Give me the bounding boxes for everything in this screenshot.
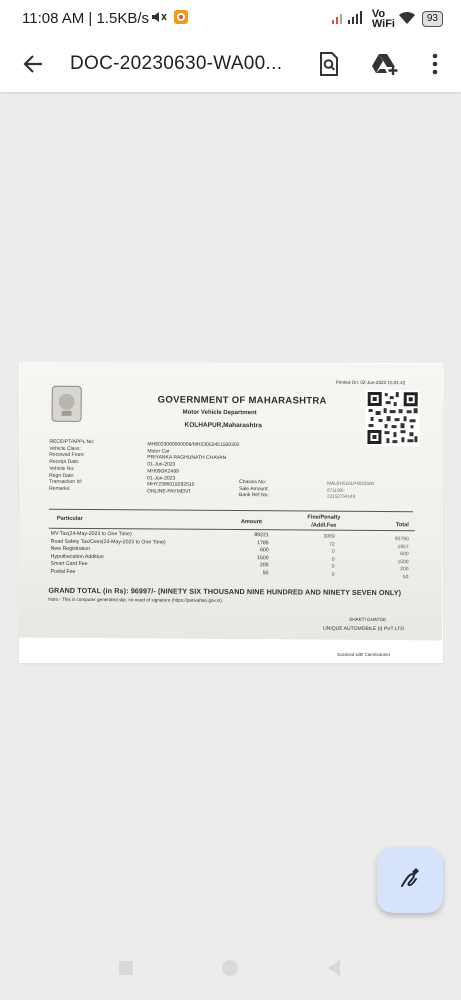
edit-pen-icon	[398, 866, 422, 895]
home-circle-icon	[221, 959, 239, 982]
field-value: PRIYANKA RAGHUNATH CHAVAN	[147, 454, 227, 462]
document-page[interactable]	[19, 363, 443, 663]
nav-back-button[interactable]	[322, 958, 346, 982]
receipt-field-labels	[49, 439, 94, 493]
signal-icon	[332, 11, 366, 28]
add-to-drive-icon	[371, 52, 399, 81]
app-notification-icon	[173, 9, 189, 29]
table-cell: 0	[331, 564, 335, 571]
field-label: Transaction Id:	[49, 478, 83, 486]
table-cell: 1785	[257, 539, 269, 546]
field-value: 01-Jun-2023	[147, 474, 176, 482]
table-cell: 0	[331, 571, 335, 578]
table-cell: Hypothecation Addition	[50, 553, 104, 560]
status-time: 11:08 AM | 1.5KB/s	[22, 10, 150, 27]
scanned-receipt	[18, 362, 444, 641]
header-fine: Fine/Penalty /Addl.Fee	[307, 514, 341, 529]
field-value: MALBH510LP4023500	[327, 480, 375, 486]
recents-button[interactable]	[114, 958, 138, 982]
government-seal-icon	[52, 386, 82, 422]
field-label: Vehicle No:	[49, 465, 75, 472]
battery-indicator: 93	[422, 11, 443, 27]
government-title: GOVERNMENT OF MAHARASHTRA	[157, 394, 327, 407]
department-name: Motor Vehicle Department	[182, 409, 257, 417]
vowifi-label: Vo WiFi	[371, 8, 395, 30]
wifi-icon	[398, 11, 416, 28]
field-label: Received From:	[49, 452, 85, 459]
field-value: 01-Jun-2023	[147, 461, 176, 468]
qr-code	[365, 390, 419, 446]
office-city: KOLHAPUR,Maharashtra	[184, 421, 262, 430]
status-icons-right	[332, 9, 443, 29]
field-value: MHY2306019282515	[147, 481, 195, 488]
table-cell: 1500	[257, 554, 269, 562]
signer-name: SHAKTI GHATGE	[349, 616, 387, 623]
mute-speaker-icon	[151, 10, 167, 28]
home-button[interactable]	[218, 958, 242, 982]
field-label: RECEIPT/APPL No:	[49, 438, 95, 446]
more-vert-icon	[432, 53, 438, 80]
field-value: Motor Car	[147, 448, 170, 455]
table-cell: 600	[400, 551, 409, 558]
table-cell: 3069	[323, 533, 335, 540]
table-cell: 0	[331, 548, 335, 555]
table-cell: 600	[259, 547, 269, 554]
app-bar	[0, 38, 461, 92]
table-cell: 50	[262, 570, 269, 577]
printed-on-label: Printed On: 02-Jun-2023 15:01:42	[335, 379, 406, 386]
table-cell: New Registration	[50, 545, 91, 553]
field-label: Chassis No:	[239, 479, 267, 486]
field-value: MH09GK2499	[147, 468, 179, 475]
header-particular: Particular	[56, 515, 83, 522]
table-cell: 72	[329, 541, 335, 548]
back-triangle-icon	[326, 959, 342, 982]
field-value: 871100/-	[327, 487, 345, 493]
vehicle-field-labels	[239, 479, 269, 499]
grand-total: GRAND TOTAL (in Rs): 96997/- (NINETY SIX THOUSAND NINE HUNDRED AND NINETY SEVEN ONLY)	[48, 585, 402, 598]
vehicle-field-values	[327, 481, 374, 501]
field-value: ONLINE-PAYMENT	[147, 488, 191, 495]
field-label: Receipt Date:	[49, 458, 80, 466]
header-total: Total	[395, 522, 409, 529]
field-label: Remarks:	[49, 485, 71, 492]
system-navigation-bar	[0, 940, 461, 1000]
total-column	[384, 536, 408, 582]
table-cell: 200	[400, 566, 409, 573]
table-cell: 1857	[397, 543, 409, 550]
table-cell: 92790	[394, 536, 409, 543]
add-to-drive-button[interactable]	[368, 49, 402, 83]
receipt-note: Note:- This is computer generated slip, no need of signature (https://parivahan.gov.in).	[48, 596, 224, 603]
field-value: 23152754149	[327, 494, 356, 500]
status-bar	[0, 0, 461, 38]
search-in-document-button[interactable]	[312, 49, 346, 83]
back-button[interactable]	[16, 49, 50, 83]
header-amount: Amount	[240, 519, 263, 526]
table-cell: 50	[402, 574, 409, 581]
field-label: Bank Ref No:	[239, 492, 269, 499]
recents-square-icon	[118, 960, 134, 981]
company-name: UNIQUE AUTOMOBILE (I) PVT LTD	[323, 625, 404, 633]
annotate-fab-button[interactable]	[377, 847, 443, 913]
more-options-button[interactable]	[418, 49, 452, 83]
status-icons-left	[151, 9, 189, 29]
table-cell: Road Safety Tax/Cess(24-May-2023 to One Time)	[50, 538, 166, 546]
field-label: Vehicle Class:	[49, 445, 81, 452]
table-cell: Smart Card Fee	[50, 561, 88, 568]
fine-column	[314, 534, 334, 580]
scanned-with-label: Scanned with CamScanner	[337, 652, 391, 657]
table-cell: 1500	[397, 558, 409, 566]
field-label: Sale Amount:	[239, 485, 269, 492]
particulars-column	[50, 531, 165, 577]
receipt-field-values	[147, 441, 239, 495]
search-document-icon	[318, 52, 340, 81]
table-cell: 200	[259, 562, 269, 569]
table-top-rule	[49, 509, 413, 513]
table-cell: 0	[331, 556, 335, 563]
table-cell: 89221	[254, 532, 269, 539]
arrow-back-icon	[22, 53, 44, 80]
field-value: MH8023060000009/MH23052451500302	[147, 441, 240, 449]
amount-column	[244, 532, 268, 578]
document-title: DOC-20230630-WA00...	[70, 53, 283, 74]
table-cell: MV Tax(24-May-2023 to One Time)	[50, 530, 132, 538]
table-cell: Postal Fee	[50, 568, 76, 575]
field-label: Regn Date:	[49, 472, 75, 479]
